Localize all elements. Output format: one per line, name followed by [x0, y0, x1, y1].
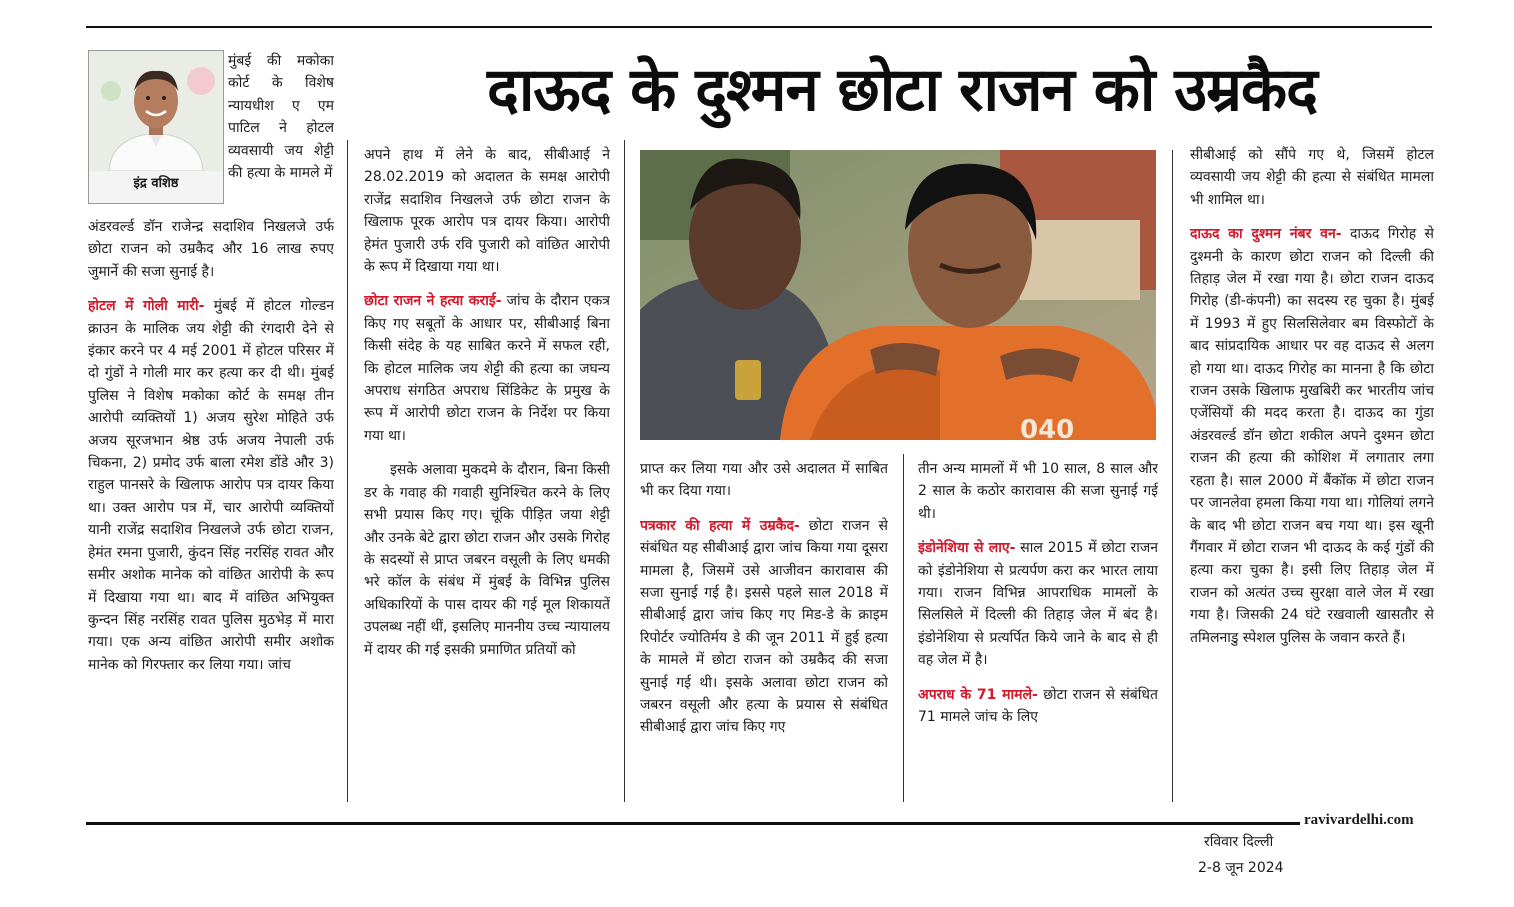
author-portrait — [89, 51, 223, 171]
paragraph-trial: इसके अलावा मुकदमे के दौरान, बिना किसी डर के गवाह की गवाही सुनिश्चित करने के लिए सभी प्रयास किए गए। चूंकि पीड़ित जया शेट्टी और उनके बेटे द्वारा छोटा राजन और उसके गिरोह के सदस्यों से प्राप्त जबरन वसूली के लिए धमकी भरे कॉल के संबंध में मुंबई के विभिन्न पुलिस अधिकारियों के पास दायर की गई मूल शिकायतें उपलब्ध नहीं थीं, इसलिए माननीय उच्च न्यायालय में दायर की गई इसकी प्रमाणित प्रतियों को — [364, 462, 610, 658]
section-rajan-murder — [364, 290, 610, 447]
author-photo — [88, 50, 224, 204]
author-name: इंद्र वशिष्ठ — [133, 176, 179, 191]
paragraph-cbi: अपने हाथ में लेने के बाद, सीबीआई ने 28.02.2019 को अदालत के समक्ष आरोपी राजेंद्र सदाशिव निखलजे उर्फ छोटा राजन के खिलाफ पूरक आरोप पत्र दायर किया। आरोपी हेमंत पुजारी उर्फ रवि पुजारी को वांछित आरोपी के रूप में दिखाया गया था। — [364, 147, 610, 276]
paragraph-sentences: तीन अन्य मामलों में भी 10 साल, 8 साल और 2 साल के कठोर कारावास की सजा सुनाई गई थी। — [918, 461, 1158, 522]
paragraph-71-cases: छोटा राजन से संबंधित 71 मामले जांच के लिए — [918, 686, 1158, 726]
headline: दाऊद के दुश्मन छोटा राजन को उम्रकैद — [487, 55, 1317, 125]
paragraph-handed-cbi: सीबीआई को सौंपे गए थे, जिसमें होटल व्यवसायी जय शेट्टी की हत्या से संबंधित मामला भी शामिल था। — [1190, 147, 1434, 208]
column-2 — [364, 144, 610, 802]
column-divider-3 — [903, 454, 904, 802]
paragraph-rajan-murder: जांच के दौरान एकत्र किए गए सबूतों के आधार पर, सीबीआई बिना किसी संदेह के यह साबित करने में सफल रही, कि होटल मालिक जय शेट्टी की हत्या का जघन्य अपराध संगठित अपराध सिंडिकेट के प्रमुख के रूप में आरोपी छोटा राजन के निर्देश पर किया गया था। — [364, 293, 610, 444]
subhead-71-cases: अपराध के 71 मामले- — [918, 686, 1038, 703]
column-3 — [640, 458, 888, 802]
section-enemy — [1190, 223, 1434, 649]
photo-scene — [640, 150, 1156, 440]
subhead-indonesia: इंडोनेशिया से लाए- — [918, 540, 1016, 557]
column-1-intro — [228, 50, 334, 210]
paragraph-journalist: छोटा राजन से संबंधित यह सीबीआई द्वारा जांच किया गया दूसरा मामला है, जिसमें उसे आजीवन कारावास की सजा सुनाई गई है। इससे पहले साल 2018 में सीबीआई द्वारा जांच किए गए मिड-डे के क्राइम रिपोर्टर ज्योतिर्मय डे की जून 2011 में हुई हत्या के मामले में छोटा राजन को उम्रकैद की सजा सुनाई गई थी। इसके अलावा छोटा राजन को जबरन वसूली और हत्या के प्रयास से संबंधित सीबीआई द्वारा जांच किए गए — [640, 517, 888, 736]
footer-paper-name: रविवार दिल्ली — [1204, 834, 1274, 850]
section-71-cases — [918, 684, 1158, 729]
footer-website: ravivardelhi.com — [1304, 812, 1414, 828]
footer-date: 2-8 जून 2024 — [1198, 860, 1284, 876]
intro-paragraph: अंडरवर्ल्ड डॉन राजेन्द्र सदाशिव निखलजे उर्फ छोटा राजन को उम्रकैद और 16 लाख रुपए जुमार्ने की सजा सुनाई है। — [88, 219, 334, 280]
paragraph-indonesia: साल 2015 में छोटा राजन को इंडोनेशिया से प्रत्यर्पण करा कर भारत लाया गया। राजन विभिन्न आपराधिक मामलों के सिलसिले में दिल्ली की तिहाड़ जेल में बंद है। इंडोनेशिया से प्रत्यर्पित किये जाने के बाद से ही वह जेल में है। — [918, 540, 1158, 669]
photo-badge-number: 040 — [1020, 415, 1075, 440]
section-journalist — [640, 515, 888, 739]
column-divider-2 — [624, 140, 625, 802]
column-divider-1 — [347, 140, 348, 802]
bottom-rule — [86, 822, 1300, 825]
paragraph-hotel: मुंबई में होटल गोल्डन क्राउन के मालिक जय शेट्टी की रंगदारी देने से इंकार करने पर 4 मई 2001 में होटल परिसर में दो गुंडों ने गोली मार कर हत्या कर दी थी। मुंबई पुलिस ने विशेष मकोका कोर्ट के समक्ष तीन आरोपी व्यक्तियों 1) अजय सुरेश मोहिते उर्फ अजय सूरजभान श्रेष्ठ उर्फ अजय नेपाली उर्फ चिकना, 2) प्रमोद उर्फ बाला रमेश डोंडे और 3) राहुल पानसरे के खिलाफ आरोप पत्र दायर किया था। उक्त आरोप पत्र में, चार आरोपी व्यक्तियों यानी राजेंद्र सदाशिव निखलजे उर्फ छोटा राजन, हेमंत रमना पुजारी, कुंदन सिंह नरसिंह रावत और समीर अशोक मानेक को वांछित आरोपी के रूप में दिखाया गया था। बाद में वांछित अभियुक्त कुन्दन सिंह नरसिंह रावत पुलिस मुठभेड़ में मारा गया। एक अन्य वांछित आरोपी समीर अशोक मानेक को गिरफ्तार कर लिया गया। जांच — [88, 298, 334, 673]
subhead-rajan-murder: छोटा राजन ने हत्या कराई- — [364, 293, 502, 310]
top-rule — [86, 26, 1432, 28]
paragraph-enemy: दाऊद गिरोह से दुश्मनी के कारण छोटा राजन को दिल्ली की तिहाड़ जेल में रखा गया है। छोटा राजन दाऊद गिरोह (डी-कंपनी) का सदस्य रह चुका है। मुंबई में 1993 में हुए सिलसिलेवार बम विस्फोटों के बाद सांप्रदायिक आधार पर वह दाऊद से अलग हो गया था। दाऊद गिरोह का मानना है कि छोटा राजन उसके खिलाफ मुखबिरी कर भारतीय जांच एजेंसियों की मदद करता है। दाऊद का गुंडा अंडरवर्ल्ड डॉन छोटा शकील अपने दुश्मन छोटा राजन की हत्या की कोशिश में लगातार लगा रहता है। साल 2000 में बैंकॉक में छोटा राजन पर जानलेवा हमला किया गया था। गोलियां लगने के बाद भी छोटा राजन बच गया था। इस खूनी गैंगवार में छोटा राजन भी दाऊद के कई गुंडों की हत्या करा चुका है। इसी लिए तिहाड़ जेल में राजन को अत्यंत उच्च सुरक्षा वाले जेल में रखा गया है। जिसकी 24 घंटे रखवाली खासतौर से तमिलनाडु स्पेशल पुलिस के जवान करते हैं। — [1190, 226, 1434, 646]
news-photo — [640, 150, 1156, 440]
section-indonesia — [918, 537, 1158, 671]
subhead-enemy: दाऊद का दुश्मन नंबर वन- — [1190, 226, 1342, 243]
column-4 — [918, 458, 1158, 802]
intro-beside-photo: मुंबई की मकोका कोर्ट के विशेष न्यायधीश ए एम पाटिल ने होटल व्यवसायी जय शेट्टी की हत्या के मामले में — [228, 53, 334, 182]
column-1 — [88, 216, 334, 802]
paragraph-proved: प्राप्त कर लिया गया और उसे अदालत में साबित भी कर दिया गया। — [640, 461, 888, 500]
column-5 — [1190, 144, 1434, 802]
column-divider-4 — [1172, 150, 1173, 802]
subhead-journalist: पत्रकार की हत्या में उम्रकैद- — [640, 517, 800, 534]
subhead-hotel: होटल में गोली मारी- — [88, 298, 205, 315]
section-hotel — [88, 295, 334, 676]
